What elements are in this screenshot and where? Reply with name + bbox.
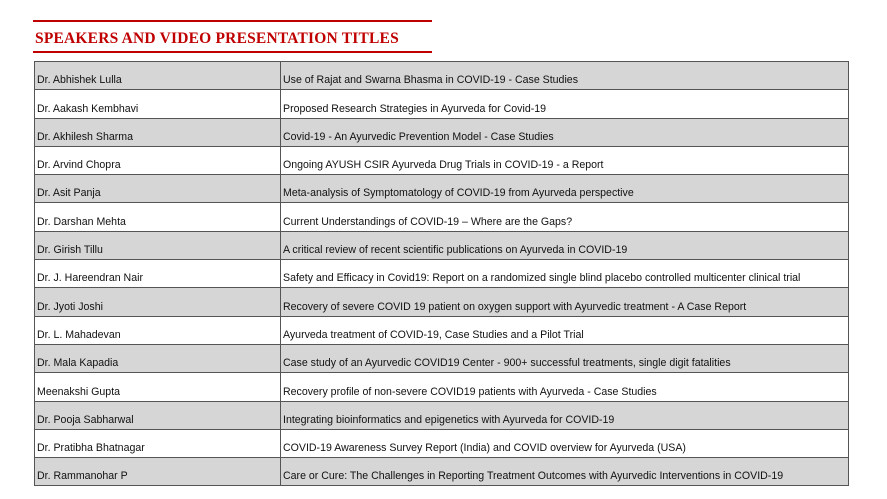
presentation-title-cell: Recovery profile of non-severe COVID19 patients with Ayurveda - Case Studies <box>281 373 849 401</box>
presentation-title-cell: Ongoing AYUSH CSIR Ayurveda Drug Trials in COVID-19 - a Report <box>281 146 849 174</box>
speaker-cell: Dr. Darshan Mehta <box>35 203 281 231</box>
table-row <box>35 203 849 231</box>
speaker-cell: Dr. J. Hareendran Nair <box>35 260 281 288</box>
table-row <box>35 260 849 288</box>
table-row <box>35 118 849 146</box>
presentation-title-cell: Covid-19 - An Ayurvedic Prevention Model - Case Studies <box>281 118 849 146</box>
speaker-cell: Dr. Asit Panja <box>35 175 281 203</box>
presentation-title-cell: Safety and Efficacy in Covid19: Report on a randomized single blind placebo controlled multicenter clinical trial <box>281 260 849 288</box>
speaker-cell: Dr. Abhishek Lulla <box>35 62 281 90</box>
bottom-rule <box>33 51 432 53</box>
table-row <box>35 373 849 401</box>
table-row <box>35 458 849 486</box>
speakers-table-body <box>35 62 849 486</box>
table-row <box>35 62 849 90</box>
speakers-table <box>34 61 849 486</box>
speaker-cell: Dr. Girish Tillu <box>35 231 281 259</box>
speaker-cell: Meenakshi Gupta <box>35 373 281 401</box>
presentation-title-cell: Recovery of severe COVID 19 patient on oxygen support with Ayurvedic treatment - A Case Report <box>281 288 849 316</box>
table-row <box>35 146 849 174</box>
speaker-cell: Dr. L. Mahadevan <box>35 316 281 344</box>
table-row <box>35 90 849 118</box>
speaker-cell: Dr. Mala Kapadia <box>35 344 281 372</box>
presentation-title-cell: A critical review of recent scientific publications on Ayurveda in COVID-19 <box>281 231 849 259</box>
presentation-title-cell: Meta-analysis of Symptomatology of COVID-19 from Ayurveda perspective <box>281 175 849 203</box>
table-row <box>35 175 849 203</box>
table-row <box>35 344 849 372</box>
table-row <box>35 231 849 259</box>
page-title: SPEAKERS AND VIDEO PRESENTATION TITLES <box>35 30 399 47</box>
presentation-title-cell: Integrating bioinformatics and epigenetics with Ayurveda for COVID-19 <box>281 401 849 429</box>
table-row <box>35 288 849 316</box>
speaker-cell: Dr. Arvind Chopra <box>35 146 281 174</box>
table-row <box>35 429 849 457</box>
table-row <box>35 316 849 344</box>
speaker-cell: Dr. Pooja Sabharwal <box>35 401 281 429</box>
table-row <box>35 401 849 429</box>
page-header <box>33 20 432 53</box>
speaker-cell: Dr. Rammanohar P <box>35 458 281 486</box>
speaker-cell: Dr. Akhilesh Sharma <box>35 118 281 146</box>
presentation-title-cell: Use of Rajat and Swarna Bhasma in COVID-19 - Case Studies <box>281 62 849 90</box>
presentation-title-cell: Current Understandings of COVID-19 – Where are the Gaps? <box>281 203 849 231</box>
presentation-title-cell: COVID-19 Awareness Survey Report (India) and COVID overview for Ayurveda (USA) <box>281 429 849 457</box>
presentation-title-cell: Ayurveda treatment of COVID-19, Case Studies and a Pilot Trial <box>281 316 849 344</box>
presentation-title-cell: Proposed Research Strategies in Ayurveda for Covid-19 <box>281 90 849 118</box>
presentation-title-cell: Care or Cure: The Challenges in Reporting Treatment Outcomes with Ayurvedic Interventions in COVID-19 <box>281 458 849 486</box>
speaker-cell: Dr. Pratibha Bhatnagar <box>35 429 281 457</box>
presentation-title-cell: Case study of an Ayurvedic COVID19 Center - 900+ successful treatments, single digit fatalities <box>281 344 849 372</box>
speaker-cell: Dr. Jyoti Joshi <box>35 288 281 316</box>
speaker-cell: Dr. Aakash Kembhavi <box>35 90 281 118</box>
